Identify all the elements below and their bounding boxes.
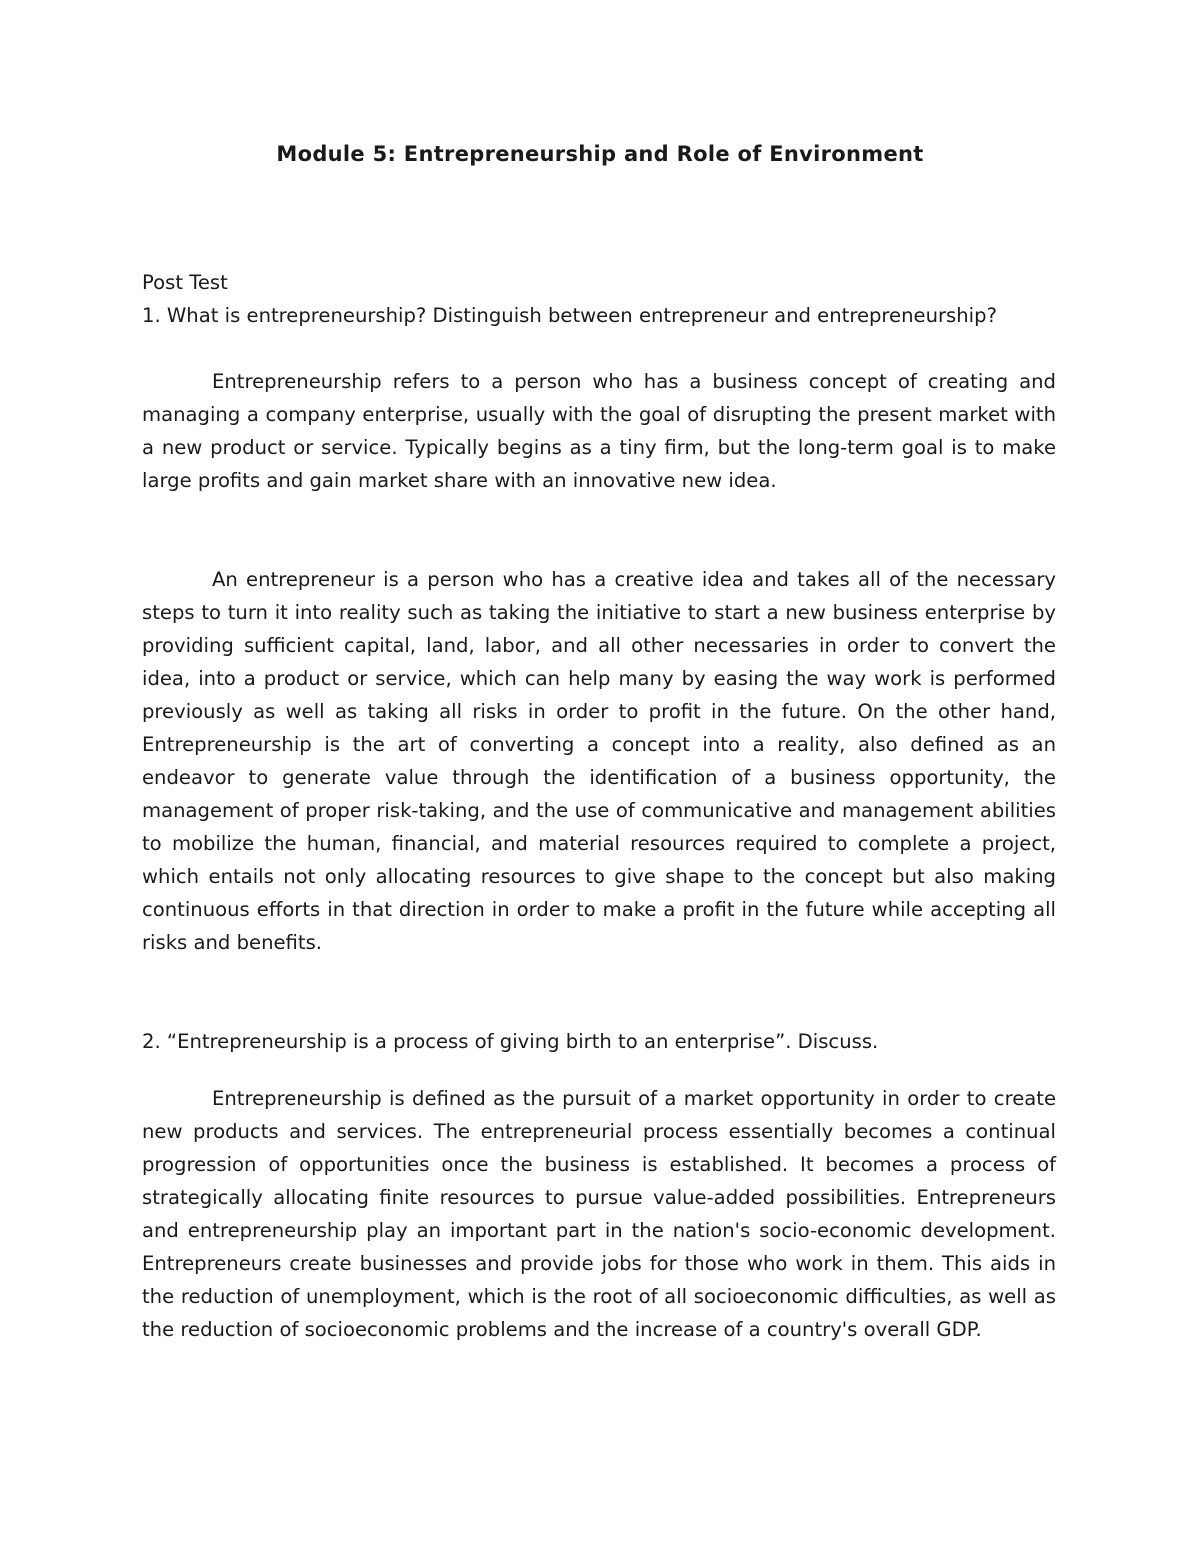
- section-label: Post Test: [142, 271, 228, 294]
- answer-1-paragraph-2: An entrepreneur is a person who has a creative idea and takes all of the necessary steps to turn it into reality such as taking the initiative to start a new business enterprise by providing sufficient capital, land, labor, and all other necessaries in order to convert the idea, into a product or service, which can help many by easing the way work is performed previously as well as taking all risks in order to profit in the future. On the other hand, Entrepreneurship is the art of converting a concept into a reality, also defined as an endeavor to generate value through the identification of a business opportunity, the management of proper risk-taking, and the use of communicative and management abilities to mobilize the human, financial, and material resources required to complete a project, which entails not only allocating resources to give shape to the concept but also making continuous efforts in that direction in order to make a profit in the future while accepting all risks and benefits.: [142, 568, 1056, 954]
- question-1: 1. What is entrepreneurship? Distinguish between entrepreneur and entrepreneurship?: [142, 304, 997, 327]
- answer-2-paragraph-1: Entrepreneurship is defined as the pursuit of a market opportunity in order to create new products and services. The entrepreneurial process essentially becomes a continual progression of opportunities once the business is established. It becomes a process of strategically allocating finite resources to pursue value-added possibilities. Entrepreneurs and entrepreneurship play an important part in the nation's socio-economic development. Entrepreneurs create businesses and provide jobs for those who work in them. This aids in the reduction of unemployment, which is the root of all socioeconomic difficulties, as well as the reduction of socioeconomic problems and the increase of a country's overall GDP.: [142, 1087, 1056, 1341]
- document-title: Module 5: Entrepreneurship and Role of Environment: [276, 142, 924, 166]
- question-2: 2. “Entrepreneurship is a process of giving birth to an enterprise”. Discuss.: [142, 1030, 879, 1053]
- answer-1-paragraph-1: Entrepreneurship refers to a person who has a business concept of creating and managing a company enterprise, usually with the goal of disrupting the present market with a new product or service. Typically begins as a tiny firm, but the long-term goal is to make large profits and gain market share with an innovative new idea.: [142, 370, 1056, 492]
